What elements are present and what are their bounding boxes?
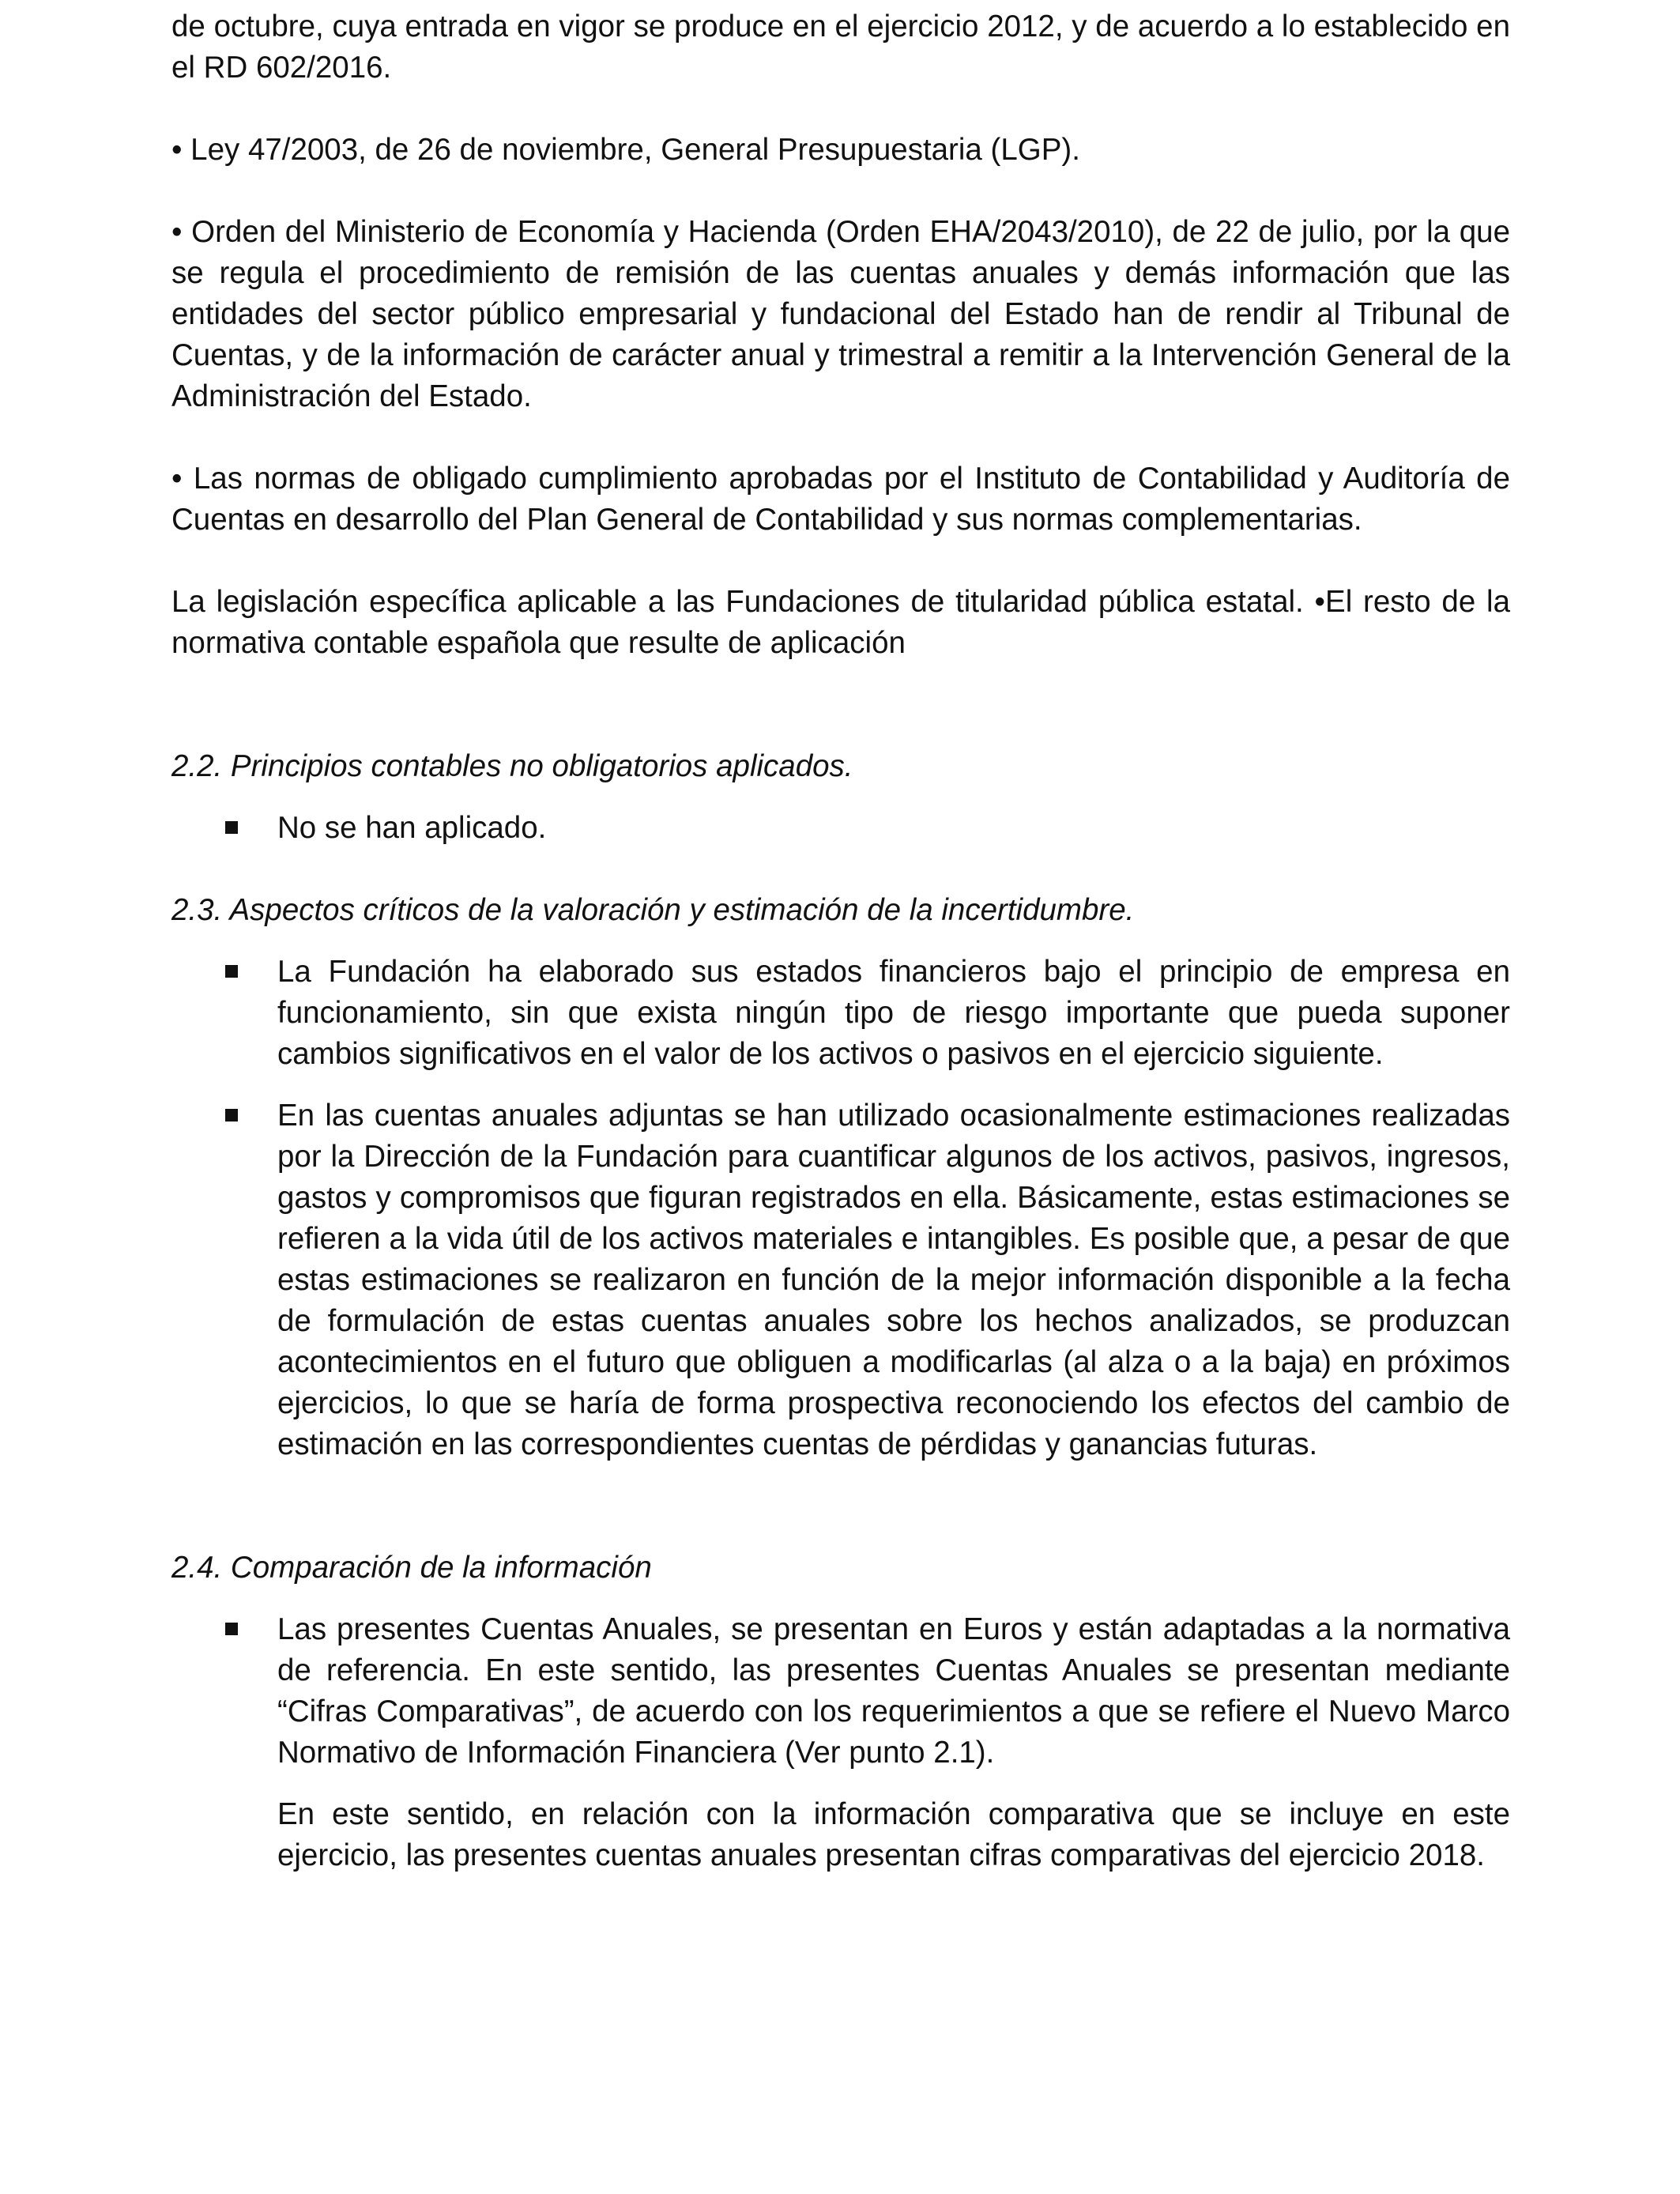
list-item (171, 952, 1510, 1075)
square-bullet-icon (225, 1623, 238, 1635)
section-heading-2-3: 2.3. Aspectos críticos de la valoración y estimación de la incertidumbre. (171, 893, 1135, 927)
list-item (171, 1095, 1510, 1465)
square-bullet-icon (225, 821, 238, 834)
section-heading-2-2: 2.2. Principios contables no obligatorios aplicados. (171, 749, 853, 783)
law-item-icac-normas: • Las normas de obligado cumplimiento aprobadas por el Instituto de Contabilidad y Auditoría de Cuentas en desarrollo del Plan General de Contabilidad y sus normas complementarias. (171, 462, 1510, 537)
list-item (171, 808, 1510, 849)
list-item-text: Las presentes Cuentas Anuales, se presentan en Euros y están adaptadas a la normativa de referencia. En este sentido, las presentes Cuentas Anuales se presentan mediante “Cifras Comparativas”, de acuerdo con los requerimientos a que se refiere el Nuevo Marco Normativo de Información Financiera (Ver punto 2.1). (277, 1612, 1510, 1770)
law-item-fundaciones: La legislación específica aplicable a las Fundaciones de titularidad pública estatal. •El resto de la normativa contable española que resulte de aplicación (171, 585, 1510, 660)
law-item-orden-eha: • Orden del Ministerio de Economía y Hacienda (Orden EHA/2043/2010), de 22 de julio, por la que se regula el procedimiento de remisión de las cuentas anuales y demás información que las entidades del sector público empresarial y fundacional del Estado han de rendir al Tribunal de Cuentas, y de la información de carácter anual y trimestral a remitir a la Intervención General de la Administración del Estado. (171, 215, 1510, 413)
square-bullet-icon (225, 1109, 238, 1122)
square-bullet-icon (225, 965, 238, 978)
law-item-lgp: • Ley 47/2003, de 26 de noviembre, General Presupuestaria (LGP). (171, 133, 1080, 167)
list-item (171, 1609, 1510, 1774)
section-heading-2-4: 2.4. Comparación de la información (171, 1551, 652, 1585)
list-item-text: No se han aplicado. (277, 811, 547, 845)
document-page (171, 6, 1510, 1876)
intro-continuation: de octubre, cuya entrada en vigor se produce en el ejercicio 2012, y de acuerdo a lo establecido en el RD 602/2016. (171, 9, 1510, 85)
list-item-text: La Fundación ha elaborado sus estados financieros bajo el principio de empresa en funcionamiento, sin que exista ningún tipo de riesgo importante que pueda suponer cambios significativos en el valor de los activos o pasivos en el ejercicio siguiente. (277, 955, 1510, 1071)
list-item-text: En las cuentas anuales adjuntas se han utilizado ocasionalmente estimaciones realizadas por la Dirección de la Fundación para cuantificar algunos de los activos, pasivos, ingresos, gastos y compromisos que figuran registrados en ella. Básicamente, estas estimaciones se refieren a la vida útil de los activos materiales e intangibles. Es posible que, a pesar de que estas estimaciones se realizaron en función de la mejor información disponible a la fecha de formulación de estas cuentas anuales sobre los hechos analizados, se produzcan acontecimientos en el futuro que obliguen a modificarlas (al alza o a la baja) en próximos ejercicios, lo que se haría de forma prospectiva reconociendo los efectos del cambio de estimación en las correspondientes cuentas de pérdidas y ganancias futuras. (277, 1099, 1510, 1461)
section-2-4-followup: En este sentido, en relación con la información comparativa que se incluye en este ejercicio, las presentes cuentas anuales presentan cifras comparativas del ejercicio 2018. (277, 1797, 1510, 1872)
